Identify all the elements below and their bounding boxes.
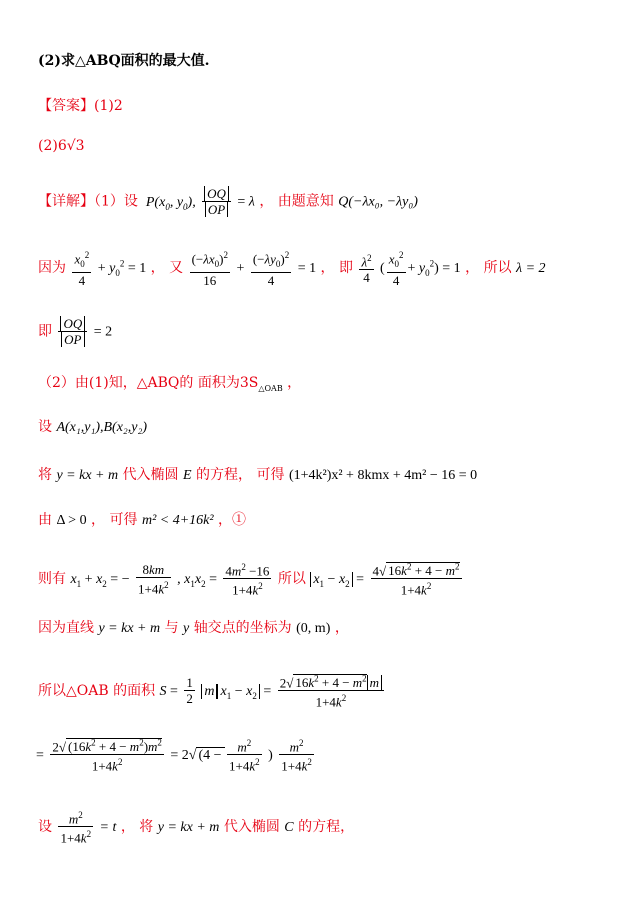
also-label: ， 又	[150, 259, 184, 276]
line-eq: y = kx + m	[56, 468, 119, 483]
let-label-2: 设	[38, 818, 52, 835]
so-label: ， 所以	[465, 259, 512, 276]
t-def: $\frac{m^2}{1+4k^2}$	[60, 810, 92, 846]
intersect-label: 轴交点的坐标为	[193, 620, 292, 636]
detail-line-9	[38, 619, 349, 638]
ellipse-c: C	[284, 819, 294, 835]
quadratic-eq: (1+4k²)x² + 8kmx + 4m² − 16 = 0	[288, 468, 478, 483]
question-part-2: (2)求△ABQ面积的最大值.	[38, 53, 210, 69]
line-eq-3: y = kx + m	[157, 819, 220, 835]
detail-line-11: = $\frac{2√ (16k^2 + 4 - m^2)m^2}{1+4k^2}$ = 2√ (4 − $\frac{m^2}{1+4k^2}$ ) $\frac{m^2}{1+4k^2}$	[36, 738, 312, 774]
detail-line-2: 因为 $\frac{x_0^2}{4}$ + $y_0^2 = 1$ ， 又 $\frac{(-\lambda x_0)^2}{16}$ + $\frac{(-\lambda y_0)^2}{4}$ = 1 ， 即 $\frac{\lambda^2}{4}$ ( $\frac{x_0^2}{4}$ + $y_0^2) = 1$ ， 所以 λ = 2	[38, 250, 546, 288]
answer-label: 【答案】(1)2	[38, 98, 123, 114]
because-label: 因为	[38, 259, 66, 276]
substitute-label-2: ， 将	[120, 818, 154, 835]
t-frac: $\frac{m^2}{1+4k^2}$	[229, 738, 260, 774]
detail-line-6	[38, 466, 477, 485]
area-subscript: △OAB	[258, 383, 283, 393]
t-eq: = t	[99, 819, 117, 835]
detail-line-10: 所以△OAB 的面积 S = $\frac{1}{2}$ m $x_1 - x_2$ = $\frac{2√ 16k^2 + 4 - m^2 m}{1+4k^2}$	[38, 672, 386, 710]
so-label-2: 所以	[277, 570, 306, 587]
then-label: 则有	[38, 570, 66, 587]
lambda-sq-over-4: $\frac{\lambda^2}{4}$	[361, 252, 372, 286]
answer-part-2: (2)6√3	[38, 138, 85, 154]
detail-q: Q(−λx₀, −λy₀)	[338, 194, 418, 210]
detail-line-1	[38, 186, 418, 217]
substitute-label: 将	[38, 467, 52, 483]
lambda-eq: = λ	[237, 194, 255, 210]
detail-mid: ， 由题意知	[259, 193, 334, 210]
half: $\frac{1}{2}$	[186, 675, 193, 707]
obtain-label: ， 可得	[91, 512, 138, 528]
eq-ellipse: + $y_0^2 = 1$	[97, 258, 147, 278]
into-ellipse-label-2: 代入椭圆	[223, 818, 280, 835]
ratio-oq-op: $\frac{OQ}{OP}$	[202, 186, 231, 217]
into-ellipse-label: 代入椭圆	[122, 467, 179, 483]
part-2-text: （2）由(1)知，△ABQ的 面积为3S	[38, 375, 259, 391]
part-2-intro: （2）由(1)知，△ABQ的 面积为$3S_{\triangle OAB}$ ，	[38, 375, 302, 393]
diff-roots: $\frac{4√ 16k^2 + 4 - m^2}{1+4k^2}$	[372, 562, 460, 598]
ratio-result: = 2	[93, 324, 113, 340]
namely-label-2: 即	[38, 323, 52, 340]
area-label: 所以△OAB 的面积	[38, 682, 156, 699]
t-frac-2: $\frac{m^2}{1+4k^2}$	[281, 738, 312, 774]
lambda-result: λ = 2	[516, 260, 546, 276]
area-expr-2: $\frac{2√ (16k^2 + 4 - m^2)m^2}{1+4k^2}$	[52, 738, 162, 774]
y-axis: y	[183, 621, 190, 636]
prod-roots: $\frac{4m^2 -16}{1+4k^2}$	[225, 562, 270, 598]
points-ab: A(x₁,y₁),B(x₂,y₂)	[56, 420, 148, 435]
delta-cond: Δ > 0	[56, 513, 87, 528]
detail-line-7	[38, 511, 246, 530]
from-label: 由	[38, 512, 52, 528]
m-cond: m² < 4+16k²	[141, 513, 214, 528]
equation-label: 的方程， 可得	[196, 467, 285, 483]
frac-ly0: $\frac{(-\lambda y_0)^2}{4}$	[252, 250, 290, 288]
line-eq-2: y = kx + m	[98, 621, 161, 636]
intersect-point: (0, m)	[296, 621, 331, 636]
x0sq-over-4-b: $\frac{x_0^2}{4}$	[388, 250, 404, 288]
mark-1: ，①	[218, 512, 247, 528]
equation-label-2: 的方程，	[298, 818, 355, 835]
detail-line-12	[38, 808, 354, 846]
sum-roots: $\frac{8km}{1+4k^2}$	[138, 561, 169, 596]
comma: ，	[334, 620, 349, 636]
area-expr: $\frac{2√ 16k^2 + 4 - m^2 m}{1+4k^2}$	[278, 672, 384, 710]
ratio-oq-op-2: $\frac{OQ}{OP}$	[58, 316, 87, 347]
let-label: 设	[38, 419, 52, 435]
detail-expr: $P(x_0$, $y_0$),	[142, 194, 196, 212]
detail-line-5	[38, 418, 147, 437]
namely-label: ， 即	[320, 259, 353, 276]
detail-label: 【详解】（1）设	[38, 193, 138, 210]
because-line-label: 因为直线	[38, 620, 94, 636]
x0sq-over-4: $\frac{x_0^2}{4}$	[74, 250, 90, 288]
with-label: 与	[164, 620, 179, 636]
detail-line-8: 则有 $x_1 + x_2$ = − $\frac{8km}{1+4k^2}$ , $x_1x_2$ = $\frac{4m^2 -16}{1+4k^2}$ 所以 $x_1 - x_2$ = $\frac{4√ 16k^2 + 4 - m^2}{1+4k^2}$	[38, 561, 460, 598]
detail-line-3	[38, 316, 112, 347]
frac-lx0: $\frac{(-\lambda x_0)^2}{16}$	[191, 250, 228, 288]
ellipse-e: E	[183, 468, 192, 483]
